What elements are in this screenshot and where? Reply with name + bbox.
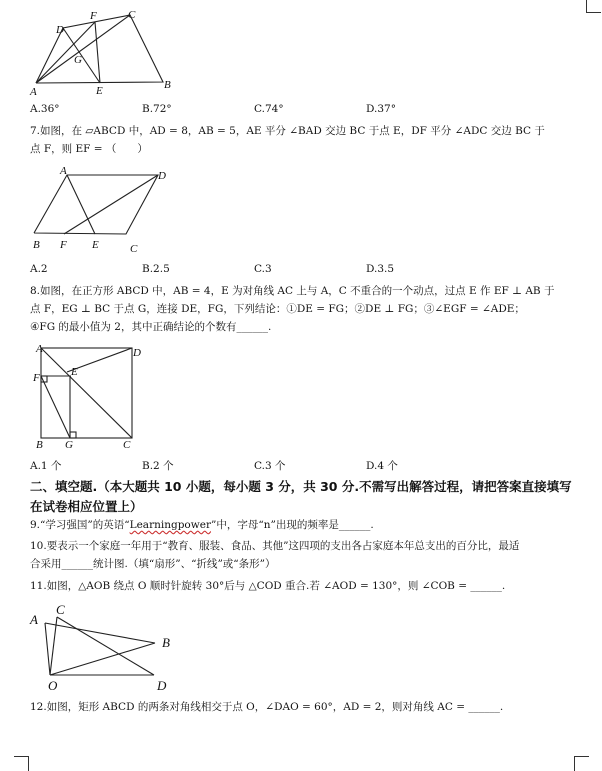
q7-line2: 点 F，则 EF = （ ） (30, 143, 148, 155)
q10-line2: 合采用______统计图.（填“扇形”、“折线”或“条形”） (30, 558, 276, 570)
fig1-label-F: F (90, 10, 97, 22)
fig4-label-C: C (56, 602, 65, 617)
fig1-label-C: C (128, 9, 136, 21)
fig3-label-F: F (33, 372, 40, 384)
q7-option-d: D.3.5 (366, 263, 395, 275)
fig4-label-A: A (30, 612, 38, 627)
section-2-header-line2: 在试卷相应位置上） (30, 499, 143, 514)
q8-option-d: D.4 个 (366, 460, 398, 472)
fig3-label-E: E (71, 366, 78, 378)
q9-after: ”中，字母“n”出现的频率是______. (210, 519, 374, 531)
q8-option-b: B.2 个 (142, 460, 174, 472)
fig2-label-D: D (158, 170, 166, 182)
fig2-label-B: B (33, 239, 40, 251)
fig1-label-A: A (30, 86, 37, 98)
fig3-label-B: B (36, 439, 43, 451)
q8-line1: 8.如图，在正方形 ABCD 中，AB = 4，E 为对角线 AC 上与 A，C 不重合的一个动点，过点 E 作 EF ⊥ AB 于 (30, 285, 555, 297)
q8-option-c: C.3 个 (254, 460, 286, 472)
q8-line3: ④FG 的最小值为 2，其中正确结论的个数有______. (30, 321, 272, 333)
fig3-label-G: G (65, 439, 73, 451)
q6-option-c: C.74° (254, 103, 284, 115)
q8-option-a: A.1 个 (30, 460, 62, 472)
fig2-label-A: A (60, 165, 67, 177)
fig4-label-B: B (162, 635, 170, 650)
fig1-label-D: D (56, 24, 64, 36)
q6-option-b: B.72° (142, 103, 172, 115)
q6-option-d: D.37° (366, 103, 396, 115)
q8-line2: 点 F，EG ⊥ BC 于点 G，连接 DE，FG，下列结论：①DE = FG；②DE ⊥ FG；③∠EGF = ∠ADE； (30, 303, 525, 315)
q11: 11.如图，△AOB 绕点 O 顺时针旋转 30°后与 △COD 重合.若 ∠AOD = 130°，则 ∠COB = ______. (30, 580, 506, 592)
fig1-label-B: B (164, 79, 171, 91)
fig1-label-E: E (96, 85, 103, 97)
q9-before: 9.“学习强国”的英语“ (30, 519, 130, 531)
fig3-label-C: C (123, 439, 131, 451)
fig4-label-O: O (48, 678, 58, 693)
q10-line1: 10.要表示一个家庭一年用于“教育、服装、食品、其他”这四项的支出各占家庭本年总支出的百分比，最适 (30, 540, 520, 552)
fig3-label-A: A (36, 343, 43, 355)
fig2-label-F: F (60, 239, 67, 251)
fig3-label-D: D (133, 347, 141, 359)
q7-option-b: B.2.5 (142, 263, 170, 275)
q9-word: Learningpower (129, 519, 211, 531)
q12: 12.如图，矩形 ABCD 的两条对角线相交于点 O，∠DAO = 60°，AD = 2，则对角线 AC = ______. (30, 701, 504, 713)
q6-option-a: A.36° (30, 103, 60, 115)
q7-line1: 7.如图，在 ▱ABCD 中，AD = 8，AB = 5，AE 平分 ∠BAD 交边 BC 于点 E，DF 平分 ∠ADC 交边 BC 于 (30, 125, 545, 137)
fig2-label-E: E (92, 239, 99, 251)
q7-option-c: C.3 (254, 263, 272, 275)
fig1-label-G: G (74, 54, 82, 66)
fig2-label-C: C (130, 243, 138, 255)
fig4-label-D: D (157, 678, 167, 693)
section-2-header-line1: 二、填空题.（本大题共 10 小题，每小题 3 分，共 30 分.不需写出解答过程，请把答案直接填写 (30, 479, 572, 494)
q7-option-a: A.2 (30, 263, 48, 275)
